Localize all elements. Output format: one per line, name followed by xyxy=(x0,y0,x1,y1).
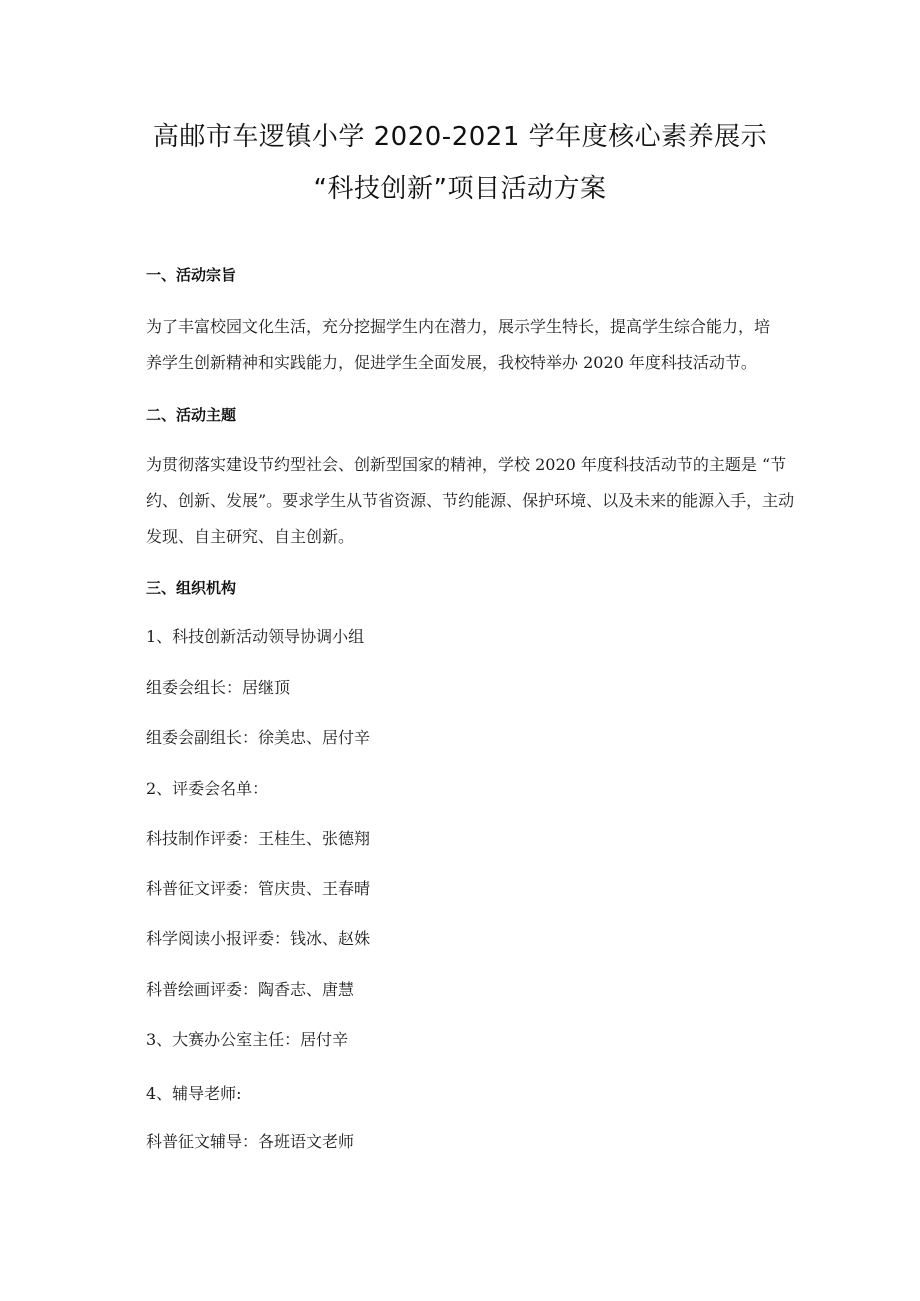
list-item: 科学阅读小报评委：钱冰、赵姝 xyxy=(146,929,371,948)
list-item: 组委会副组长：徐美忠、居付辛 xyxy=(146,728,371,747)
list-item: 科普绘画评委：陶香志、唐慧 xyxy=(146,980,355,999)
paragraph-line: 发现、自主研究、自主创新。 xyxy=(146,527,355,546)
list-item: 3、大赛办公室主任：居付辛 xyxy=(146,1030,349,1049)
list-item: 4、辅导老师: xyxy=(146,1084,242,1103)
section-heading-organization: 三、组织机构 xyxy=(146,579,237,597)
list-item: 科普征文评委：管庆贵、王春晴 xyxy=(146,879,371,898)
paragraph-line: 养学生创新精神和实践能力，促进学生全面发展，我校特举办 2020 年度科技活动节。 xyxy=(146,353,757,372)
list-item: 组委会组长：居继顶 xyxy=(146,678,291,697)
document-title-line-2: “科技创新”项目活动方案 xyxy=(313,174,607,204)
list-item: 1、科技创新活动领导协调小组 xyxy=(146,627,365,646)
list-item: 科技制作评委：王桂生、张德翔 xyxy=(146,829,371,848)
paragraph-line: 为了丰富校园文化生活，充分挖掘学生内在潜力，展示学生特长，提高学生综合能力，培 xyxy=(146,317,771,336)
list-item: 科普征文辅导：各班语文老师 xyxy=(146,1132,355,1151)
document-title-line-1: 高邮市车逻镇小学 2020-2021 学年度核心素养展示 xyxy=(152,122,768,152)
section-heading-theme: 二、活动主题 xyxy=(146,406,237,424)
paragraph-line: 为贯彻落实建设节约型社会、创新型国家的精神，学校 2020 年度科技活动节的主题是 “节 xyxy=(146,455,787,474)
section-heading-purpose: 一、活动宗旨 xyxy=(146,266,237,284)
list-item: 2、评委会名单： xyxy=(146,779,269,798)
paragraph-line: 约、创新、发展”。要求学生从节省资源、节约能源、保护环境、以及未来的能源入手，主动 xyxy=(146,491,795,510)
